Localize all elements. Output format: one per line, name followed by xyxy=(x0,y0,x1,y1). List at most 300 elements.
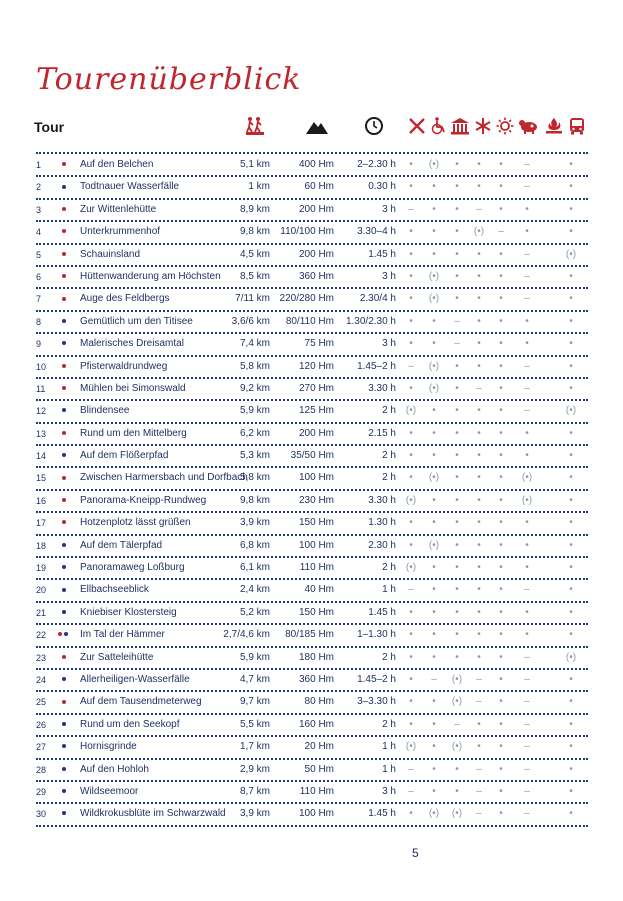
feature-indicator: • xyxy=(569,763,573,775)
feature-indicator: • xyxy=(455,181,459,193)
tour-name: Mühlen bei Simonswald xyxy=(80,382,186,394)
feature-indicator: • xyxy=(477,718,481,730)
feature-indicator: • xyxy=(499,696,503,708)
difficulty-dot xyxy=(62,364,66,368)
feature-indicator: • xyxy=(409,606,413,618)
feature-indicator: • xyxy=(409,181,413,193)
tour-table xyxy=(36,155,588,827)
tour-duration: 2 h xyxy=(382,472,396,484)
tour-number: 10 xyxy=(36,361,47,372)
tour-elevation: 110 Hm xyxy=(299,562,334,574)
feature-indicator: • xyxy=(409,651,413,663)
tour-name: Auf dem Flößerpfad xyxy=(80,450,169,462)
feature-indicator: • xyxy=(525,226,529,238)
tour-duration: 1.45 h xyxy=(368,606,396,618)
tour-duration: 1–1.30 h xyxy=(357,629,396,641)
feature-indicator: • xyxy=(432,696,436,708)
tour-duration: 1 h xyxy=(382,741,396,753)
table-row xyxy=(36,648,588,670)
table-row xyxy=(36,782,588,804)
feature-indicator: • xyxy=(525,315,529,327)
tour-elevation: 75 Hm xyxy=(304,338,334,350)
tour-name: Auf dem Tälerpfad xyxy=(80,539,163,551)
tour-duration: 3 h xyxy=(382,338,396,350)
feature-indicator: • xyxy=(569,741,573,753)
tour-distance: 2,9 km xyxy=(239,763,270,775)
tour-duration: 3 h xyxy=(382,785,396,797)
tour-name: Wildkrokusblüte im Schwarzwald xyxy=(80,808,226,820)
feature-indicator: – xyxy=(524,808,530,820)
tour-duration: 1.45 h xyxy=(368,808,396,820)
feature-indicator: (•) xyxy=(428,472,440,484)
feature-indicator: • xyxy=(569,718,573,730)
tour-number: 26 xyxy=(36,719,47,730)
difficulty-dot xyxy=(62,408,66,412)
feature-indicator: • xyxy=(499,427,503,439)
feature-indicator: • xyxy=(499,472,503,484)
tour-duration: 3–3.30 h xyxy=(357,696,396,708)
tour-name: Malerisches Dreisamtal xyxy=(80,338,184,350)
museum-icon xyxy=(450,117,470,135)
mountain-icon xyxy=(306,118,328,134)
feature-indicator: • xyxy=(499,338,503,350)
feature-indicator: • xyxy=(569,226,573,238)
feature-indicator: • xyxy=(432,584,436,596)
tour-distance: 3,9 km xyxy=(239,517,270,529)
tour-name: Todtnauer Wasserfälle xyxy=(80,181,180,193)
feature-indicator: • xyxy=(569,159,573,170)
bus-icon xyxy=(568,117,586,135)
feature-indicator: • xyxy=(409,226,413,238)
tour-number: 24 xyxy=(36,674,47,685)
feature-indicator: • xyxy=(525,338,529,350)
tour-elevation: 270 Hm xyxy=(298,382,334,394)
tour-duration: 2.30 h xyxy=(368,539,396,551)
tour-distance: 8,9 km xyxy=(239,203,270,215)
tour-duration: 1.45 h xyxy=(368,248,396,260)
clock-icon xyxy=(364,116,384,136)
tour-number: 19 xyxy=(36,563,47,574)
feature-indicator: – xyxy=(476,203,482,215)
tour-elevation: 360 Hm xyxy=(298,270,334,282)
table-row xyxy=(36,312,588,334)
feature-indicator: (•) xyxy=(405,562,417,574)
feature-indicator: • xyxy=(409,315,413,327)
tour-distance: 9,2 km xyxy=(239,382,270,394)
difficulty-dot xyxy=(62,588,66,592)
feature-indicator: • xyxy=(409,450,413,462)
feature-indicator: – xyxy=(476,763,482,775)
feature-indicator: • xyxy=(499,539,503,551)
feature-indicator: • xyxy=(499,673,503,685)
feature-indicator: (•) xyxy=(405,494,417,506)
feature-indicator: • xyxy=(455,382,459,394)
difficulty-dot xyxy=(62,520,66,524)
feature-indicator: (•) xyxy=(405,405,417,417)
feature-indicator: • xyxy=(432,450,436,462)
difficulty-dot xyxy=(62,207,66,211)
feature-indicator: • xyxy=(569,181,573,193)
page-number: 5 xyxy=(412,846,419,860)
feature-indicator: • xyxy=(432,338,436,350)
feature-indicator: • xyxy=(525,606,529,618)
tour-distance: 9,8 km xyxy=(239,494,270,506)
feature-indicator: – xyxy=(431,673,437,685)
tour-number: 16 xyxy=(36,495,47,506)
tour-elevation: 200 Hm xyxy=(298,203,334,215)
table-row xyxy=(36,267,588,289)
feature-indicator: (•) xyxy=(451,696,463,708)
feature-indicator: • xyxy=(525,629,529,641)
feature-indicator: • xyxy=(499,629,503,641)
tour-elevation: 50 Hm xyxy=(304,763,334,775)
feature-indicator: – xyxy=(408,360,414,372)
tour-distance: 5,8 km xyxy=(239,360,270,372)
difficulty-dot xyxy=(62,543,66,547)
difficulty-dot xyxy=(62,498,66,502)
feature-indicator: • xyxy=(525,562,529,574)
feature-indicator: • xyxy=(432,181,436,193)
tour-distance: 9,8 km xyxy=(239,226,270,238)
tour-distance: 5,9 km xyxy=(239,405,270,417)
table-row xyxy=(36,177,588,199)
difficulty-dot xyxy=(58,632,62,636)
feature-indicator: • xyxy=(432,562,436,574)
table-row xyxy=(36,558,588,580)
tour-elevation: 150 Hm xyxy=(298,606,334,618)
feature-indicator: • xyxy=(477,606,481,618)
feature-indicator: • xyxy=(409,382,413,394)
feature-indicator: • xyxy=(477,181,481,193)
feature-indicator: – xyxy=(476,808,482,820)
feature-indicator: • xyxy=(569,360,573,372)
feature-indicator: (•) xyxy=(451,673,463,685)
feature-indicator: • xyxy=(477,360,481,372)
feature-indicator: • xyxy=(499,405,503,417)
tour-duration: 2 h xyxy=(382,450,396,462)
feature-indicator: (•) xyxy=(428,808,440,820)
tour-name: Auf dem Tausendmeterweg xyxy=(80,696,202,708)
feature-indicator: – xyxy=(524,360,530,372)
feature-indicator: • xyxy=(477,293,481,305)
tour-duration: 1.30/2.30 h xyxy=(345,315,396,327)
tour-name: Rund um den Mittelberg xyxy=(80,427,187,439)
feature-indicator: • xyxy=(477,472,481,484)
feature-indicator: • xyxy=(499,293,503,305)
feature-indicator: • xyxy=(432,427,436,439)
tour-elevation: 200 Hm xyxy=(298,248,334,260)
tour-distance: 2,7/4,6 km xyxy=(223,629,270,641)
feature-indicator: • xyxy=(569,606,573,618)
feature-indicator: • xyxy=(432,517,436,529)
feature-indicator: – xyxy=(524,293,530,305)
feature-indicator: • xyxy=(455,159,459,170)
feature-indicator: (•) xyxy=(473,226,485,238)
tour-elevation: 110/100 Hm xyxy=(280,226,334,238)
feature-indicator: • xyxy=(409,696,413,708)
feature-indicator: • xyxy=(455,763,459,775)
tour-duration: 2 h xyxy=(382,651,396,663)
feature-indicator: • xyxy=(455,517,459,529)
tour-distance: 7/11 km xyxy=(235,293,270,305)
header-divider xyxy=(36,152,588,154)
feature-indicator: • xyxy=(477,248,481,260)
tour-number: 5 xyxy=(36,249,42,260)
feature-indicator: • xyxy=(432,763,436,775)
difficulty-dot xyxy=(64,632,68,636)
feature-indicator: • xyxy=(499,494,503,506)
tour-elevation: 120 Hm xyxy=(298,360,334,372)
feature-indicator: • xyxy=(499,450,503,462)
feature-indicator: • xyxy=(569,673,573,685)
feature-indicator: – xyxy=(524,382,530,394)
difficulty-dot xyxy=(62,297,66,301)
feature-indicator: • xyxy=(499,517,503,529)
feature-indicator: • xyxy=(499,741,503,753)
difficulty-dot xyxy=(62,610,66,614)
feature-indicator: • xyxy=(525,517,529,529)
tour-number: 29 xyxy=(36,786,47,797)
tour-distance: 5,9 km xyxy=(239,651,270,663)
feature-indicator: – xyxy=(524,785,530,797)
feature-indicator: • xyxy=(455,248,459,260)
feature-indicator: • xyxy=(499,785,503,797)
feature-indicator: (•) xyxy=(521,472,533,484)
tour-elevation: 35/50 Hm xyxy=(290,450,334,462)
feature-indicator: • xyxy=(569,293,573,305)
tour-duration: 3 h xyxy=(382,270,396,282)
tour-name: Schauinsland xyxy=(80,248,141,260)
feature-indicator: (•) xyxy=(451,741,463,753)
feature-indicator: • xyxy=(525,427,529,439)
tour-duration: 3 h xyxy=(382,203,396,215)
feature-indicator: • xyxy=(455,494,459,506)
feature-indicator: (•) xyxy=(405,741,417,753)
feature-indicator: – xyxy=(524,405,530,417)
tour-distance: 6,1 km xyxy=(239,562,270,574)
feature-indicator: – xyxy=(524,763,530,775)
feature-indicator: • xyxy=(477,450,481,462)
feature-indicator: • xyxy=(455,293,459,305)
feature-indicator: • xyxy=(455,785,459,797)
feature-indicator: • xyxy=(409,338,413,350)
table-row xyxy=(36,513,588,535)
feature-indicator: (•) xyxy=(428,159,440,170)
feature-indicator: • xyxy=(455,203,459,215)
tour-name: Zur Satteleihütte xyxy=(80,651,154,663)
table-row xyxy=(36,603,588,625)
feature-indicator: • xyxy=(477,315,481,327)
feature-indicator: • xyxy=(455,562,459,574)
table-row xyxy=(36,536,588,558)
tour-elevation: 180 Hm xyxy=(298,651,334,663)
tour-duration: 1.45–2 h xyxy=(357,673,396,685)
difficulty-dot xyxy=(62,453,66,457)
feature-indicator: • xyxy=(409,472,413,484)
difficulty-dot xyxy=(62,655,66,659)
tour-number: 1 xyxy=(36,160,42,170)
feature-indicator: • xyxy=(525,203,529,215)
tour-elevation: 80 Hm xyxy=(304,696,334,708)
feature-indicator: • xyxy=(477,562,481,574)
feature-indicator: • xyxy=(455,651,459,663)
tour-number: 8 xyxy=(36,316,42,327)
feature-indicator: (•) xyxy=(565,248,577,260)
feature-indicator: • xyxy=(499,606,503,618)
tour-elevation: 80/110 Hm xyxy=(285,315,334,327)
tour-distance: 8,7 km xyxy=(239,785,270,797)
feature-indicator: • xyxy=(477,584,481,596)
table-row xyxy=(36,670,588,692)
sun-icon xyxy=(496,117,514,135)
feature-indicator: • xyxy=(499,360,503,372)
difficulty-dot xyxy=(62,341,66,345)
feature-indicator: • xyxy=(455,606,459,618)
tour-number: 30 xyxy=(36,809,47,820)
feature-indicator: • xyxy=(409,808,413,820)
tour-name: Kniebiser Klostersteig xyxy=(80,606,177,618)
feature-indicator: • xyxy=(409,629,413,641)
feature-indicator: • xyxy=(569,315,573,327)
feature-indicator: • xyxy=(432,405,436,417)
tour-duration: 2 h xyxy=(382,718,396,730)
tour-distance: 9,7 km xyxy=(239,696,270,708)
feature-indicator: • xyxy=(569,629,573,641)
feature-indicator: • xyxy=(569,270,573,282)
feature-indicator: • xyxy=(569,494,573,506)
feature-indicator: – xyxy=(524,696,530,708)
tour-name: Gemütlich um den Titisee xyxy=(80,315,193,327)
feature-indicator: • xyxy=(455,405,459,417)
difficulty-dot xyxy=(62,677,66,681)
tour-distance: 4,5 km xyxy=(239,248,270,260)
feature-indicator: • xyxy=(499,315,503,327)
feature-indicator: • xyxy=(409,673,413,685)
tour-duration: 3.30–4 h xyxy=(357,226,396,238)
tour-name: Pfisterwaldrundweg xyxy=(80,360,168,372)
tour-name: Auge des Feldbergs xyxy=(80,293,170,305)
feature-indicator: • xyxy=(409,517,413,529)
feature-indicator: • xyxy=(569,517,573,529)
feature-indicator: – xyxy=(476,382,482,394)
tour-elevation: 100 Hm xyxy=(298,539,334,551)
feature-indicator: • xyxy=(455,360,459,372)
feature-indicator: • xyxy=(499,181,503,193)
tour-name: Unterkrummenhof xyxy=(80,226,161,238)
feature-indicator: (•) xyxy=(521,494,533,506)
feature-indicator: • xyxy=(477,517,481,529)
feature-indicator: • xyxy=(569,696,573,708)
feature-indicator: (•) xyxy=(565,405,577,417)
feature-indicator: • xyxy=(432,226,436,238)
feature-indicator: • xyxy=(409,293,413,305)
feature-indicator: – xyxy=(408,763,414,775)
tour-elevation: 220/280 Hm xyxy=(279,293,334,305)
feature-indicator: – xyxy=(524,270,530,282)
difficulty-dot xyxy=(62,811,66,815)
feature-indicator: • xyxy=(432,785,436,797)
tour-name: Zur Wittenlehütte xyxy=(80,203,157,215)
feature-indicator: • xyxy=(455,226,459,238)
feature-indicator: • xyxy=(432,315,436,327)
tour-duration: 2–2.30 h xyxy=(357,159,396,170)
tour-number: 27 xyxy=(36,742,47,753)
feature-indicator: • xyxy=(477,741,481,753)
tour-name: Hornisgrinde xyxy=(80,741,137,753)
table-row xyxy=(36,289,588,311)
restaurant-icon xyxy=(408,117,426,135)
feature-indicator: • xyxy=(569,427,573,439)
feature-indicator: • xyxy=(569,785,573,797)
feature-indicator: • xyxy=(569,539,573,551)
tour-number: 25 xyxy=(36,697,47,708)
tour-number: 7 xyxy=(36,294,42,305)
table-row xyxy=(36,737,588,759)
tour-elevation: 60 Hm xyxy=(304,181,334,193)
tour-elevation: 150 Hm xyxy=(298,517,334,529)
feature-indicator: • xyxy=(499,159,503,170)
feature-indicator: • xyxy=(477,338,481,350)
difficulty-dot xyxy=(62,252,66,256)
difficulty-dot xyxy=(62,789,66,793)
feature-indicator: • xyxy=(432,629,436,641)
feature-indicator: (•) xyxy=(565,651,577,663)
tour-column-label: Tour xyxy=(34,119,65,135)
feature-indicator: – xyxy=(524,741,530,753)
tour-distance: 5,8 km xyxy=(239,472,270,484)
feature-indicator: • xyxy=(525,539,529,551)
tour-elevation: 80/185 Hm xyxy=(285,629,334,641)
tour-duration: 2 h xyxy=(382,405,396,417)
feature-indicator: – xyxy=(476,785,482,797)
feature-indicator: (•) xyxy=(428,293,440,305)
page-title: Tourenüberblick xyxy=(36,62,302,97)
feature-indicator: – xyxy=(524,181,530,193)
feature-indicator: • xyxy=(432,494,436,506)
difficulty-marker xyxy=(58,625,80,645)
feature-indicator: – xyxy=(408,203,414,215)
feature-indicator: • xyxy=(432,606,436,618)
feature-indicator: • xyxy=(432,741,436,753)
tour-number: 15 xyxy=(36,473,47,484)
feature-indicator: • xyxy=(499,651,503,663)
feature-indicator: • xyxy=(477,494,481,506)
tour-distance: 1,7 km xyxy=(239,741,270,753)
difficulty-dot xyxy=(62,767,66,771)
table-row xyxy=(36,760,588,782)
feature-indicator: • xyxy=(499,763,503,775)
tour-number: 6 xyxy=(36,271,42,282)
feature-indicator: – xyxy=(408,584,414,596)
tour-duration: 1.45–2 h xyxy=(357,360,396,372)
table-row xyxy=(36,446,588,468)
tour-number: 17 xyxy=(36,518,47,529)
tour-name: Blindensee xyxy=(80,405,130,417)
feature-indicator: • xyxy=(569,808,573,820)
tour-name: Zwischen Harmersbach und Dorfbach xyxy=(80,472,248,484)
tour-number: 3 xyxy=(36,204,42,215)
tour-distance: 8,5 km xyxy=(239,270,270,282)
table-row xyxy=(36,468,588,490)
tour-duration: 2 h xyxy=(382,562,396,574)
tour-elevation: 100 Hm xyxy=(298,472,334,484)
tour-number: 4 xyxy=(36,227,42,238)
tour-number: 20 xyxy=(36,585,47,596)
tour-name: Hüttenwanderung am Höchsten xyxy=(80,270,221,282)
tour-distance: 4,7 km xyxy=(239,673,270,685)
feature-indicator: • xyxy=(455,427,459,439)
tour-elevation: 160 Hm xyxy=(298,718,334,730)
